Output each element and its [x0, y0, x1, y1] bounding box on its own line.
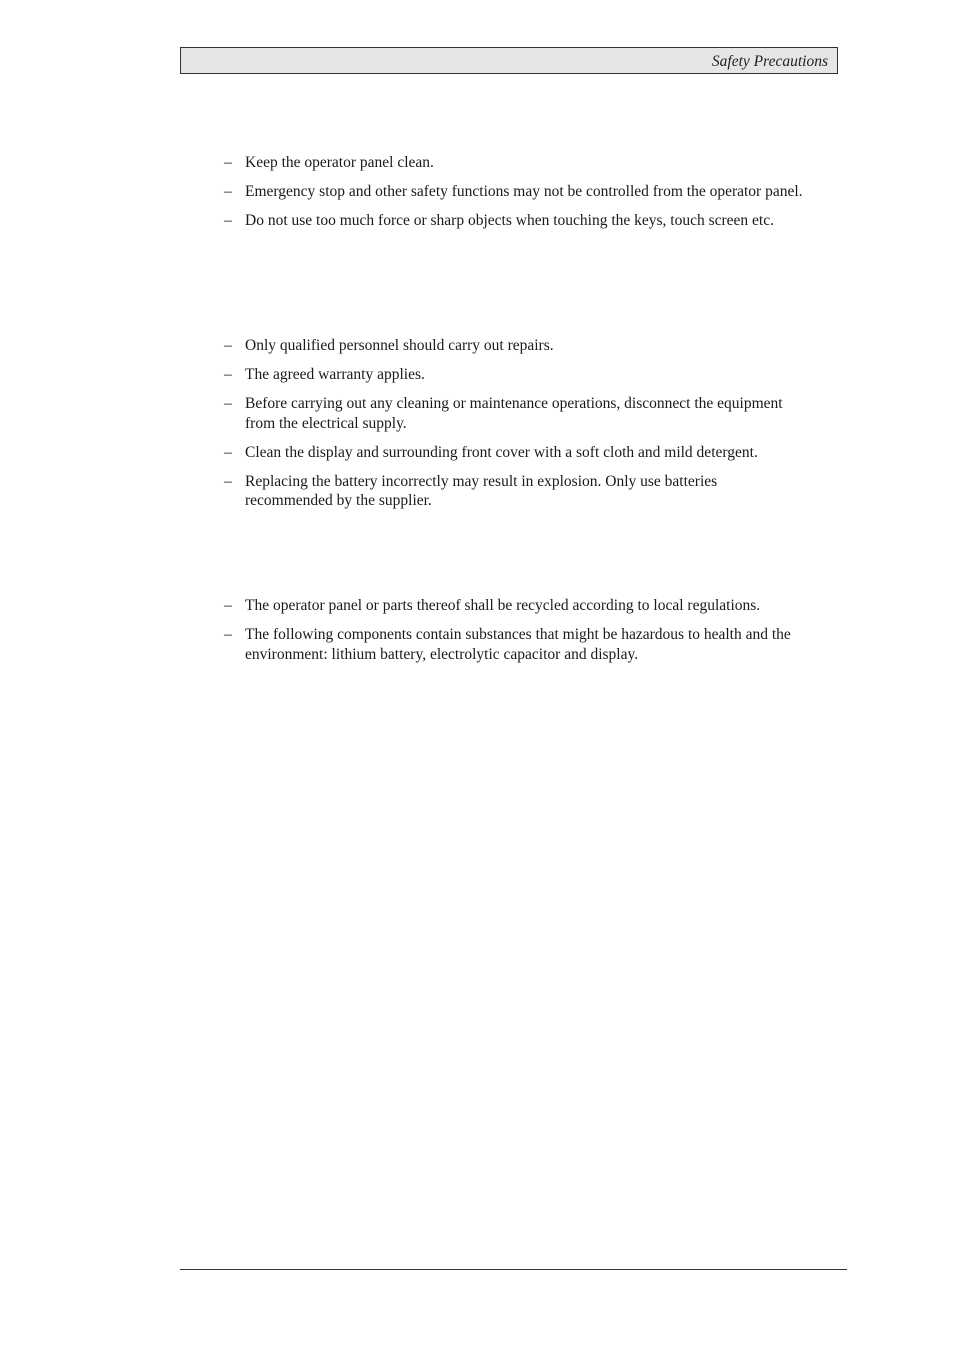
bullet-dash: –: [224, 443, 232, 461]
list-item-text: Only qualified personnel should carry out repairs.: [245, 337, 554, 354]
list-item: [224, 394, 804, 433]
list-item: [224, 182, 804, 202]
list-item: [224, 625, 804, 664]
list-item: [224, 472, 804, 511]
list-item: [224, 596, 804, 616]
list-item: [224, 153, 804, 173]
list-item-text: The following components contain substances that might be hazardous to health and the environment: lithium battery, electrolytic capacitor and display.: [245, 626, 791, 663]
bullet-dash: –: [224, 212, 232, 229]
list-item: [224, 211, 804, 231]
bullet-dash: –: [224, 597, 232, 614]
list-item-text: Do not use too much force or sharp objects when touching the keys, touch screen etc.: [245, 212, 774, 229]
bullet-dash: –: [224, 154, 232, 171]
list-item: [224, 336, 804, 356]
bullet-dash: –: [224, 626, 232, 643]
page-header: [180, 47, 838, 74]
bullet-dash: –: [224, 366, 232, 383]
list-item-text: The operator panel or parts thereof shall be recycled according to local regulations.: [245, 597, 761, 614]
bullet-dash: –: [224, 183, 232, 200]
bullet-dash: –: [224, 337, 232, 354]
list-item-text: Replacing the battery incorrectly may result in explosion. Only use batteries recommended by the supplier.: [245, 472, 718, 509]
list-item-text: Keep the operator panel clean.: [245, 154, 434, 171]
service-section: [224, 336, 804, 520]
usage-section: [224, 153, 804, 240]
list-item-text: Clean the display and surrounding front cover with a soft cloth and mild detergent.: [245, 443, 758, 461]
footer-rule: [180, 1269, 847, 1270]
disposal-section: [224, 596, 804, 674]
list-item-text: Before carrying out any cleaning or maintenance operations, disconnect the equipment from the electrical supply.: [245, 395, 783, 432]
list-item: [224, 365, 804, 385]
bullet-dash: –: [224, 472, 232, 490]
list-item: [224, 443, 804, 463]
list-item-text: The agreed warranty applies.: [245, 366, 425, 383]
list-item-text: Emergency stop and other safety functions may not be controlled from the operator panel.: [245, 183, 803, 200]
bullet-dash: –: [224, 395, 232, 412]
header-title: Safety Precautions: [711, 53, 828, 70]
